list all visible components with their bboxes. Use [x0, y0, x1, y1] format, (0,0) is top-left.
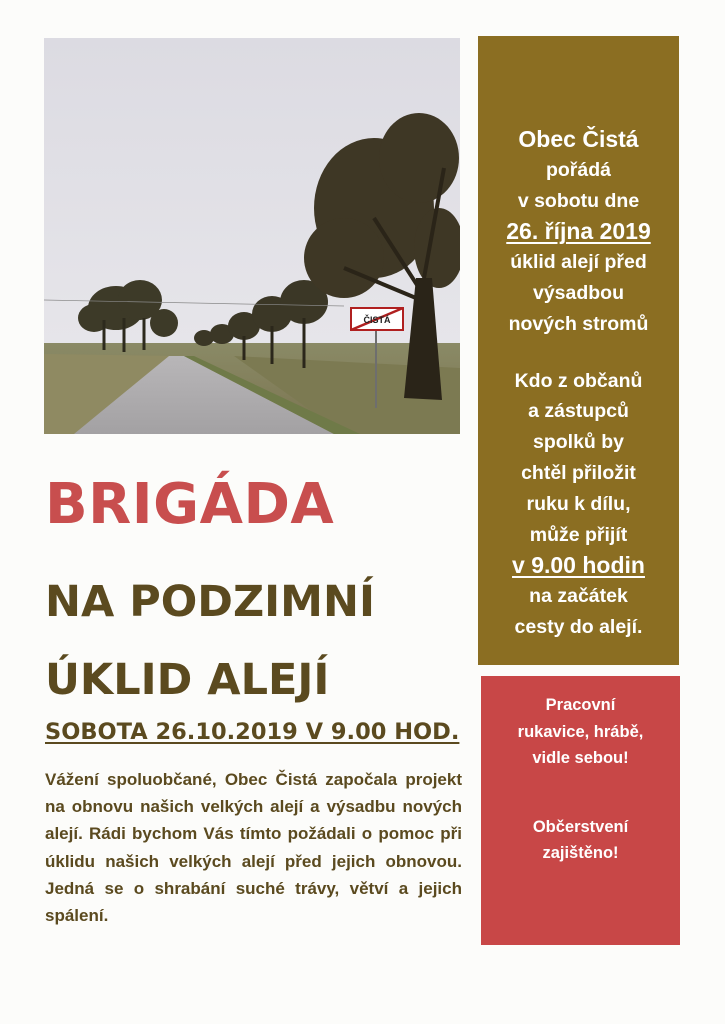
note-line: rukavice, hrábě, — [517, 722, 644, 741]
info-organizer: Obec Čistá — [518, 126, 639, 152]
info-line: úklid alejí před — [510, 251, 647, 274]
town-sign-text: ČISTÁ — [363, 315, 391, 325]
info-line: ruku k dílu, — [526, 492, 631, 515]
notes-box — [481, 676, 680, 945]
info-time: v 9.00 hodin — [512, 552, 645, 579]
subtitle-line-2: ÚKLID ALEJÍ — [45, 655, 330, 705]
info-line: výsadbou — [532, 281, 625, 304]
page-title: BRIGÁDA — [45, 472, 335, 537]
alley-photo — [44, 38, 460, 434]
note-line: Občerstvení — [532, 817, 629, 836]
info-line: pořádá — [545, 158, 611, 181]
note-line: Pracovní — [545, 696, 616, 714]
info-line: může přijít — [529, 523, 628, 546]
info-line: v sobotu dne — [517, 189, 640, 212]
subtitle-line-1: NA PODZIMNÍ — [45, 577, 375, 627]
info-date: 26. října 2019 — [506, 218, 651, 245]
info-line: cesty do alejí. — [514, 615, 643, 638]
note-line: vidle sebou! — [532, 749, 629, 767]
note-line: zajištěno! — [542, 844, 619, 862]
info-line: na začátek — [529, 585, 628, 608]
event-info-box — [478, 36, 679, 665]
info-line: a zástupců — [528, 400, 629, 423]
page-subtitle — [45, 563, 375, 719]
road-alley-image — [44, 38, 460, 434]
info-line: spolků by — [532, 431, 625, 454]
event-date-line: SOBOTA 26.10.2019 V 9.00 HOD. — [45, 719, 460, 745]
info-line: nových stromů — [508, 312, 649, 335]
info-line: Kdo z občanů — [514, 369, 643, 392]
invitation-paragraph: Vážení spoluobčané, Obec Čistá započala projekt na obnovu našich velkých alejí a výsadbu nových alejí. Rádi bychom Vás tímto požádali o pomoc při úklidu našich velkých alejí před jejich obnovou. Jedná se o shrabání suché trávy, větví a jejich spálení. — [45, 770, 462, 926]
info-line: chtěl přiložit — [521, 461, 636, 484]
